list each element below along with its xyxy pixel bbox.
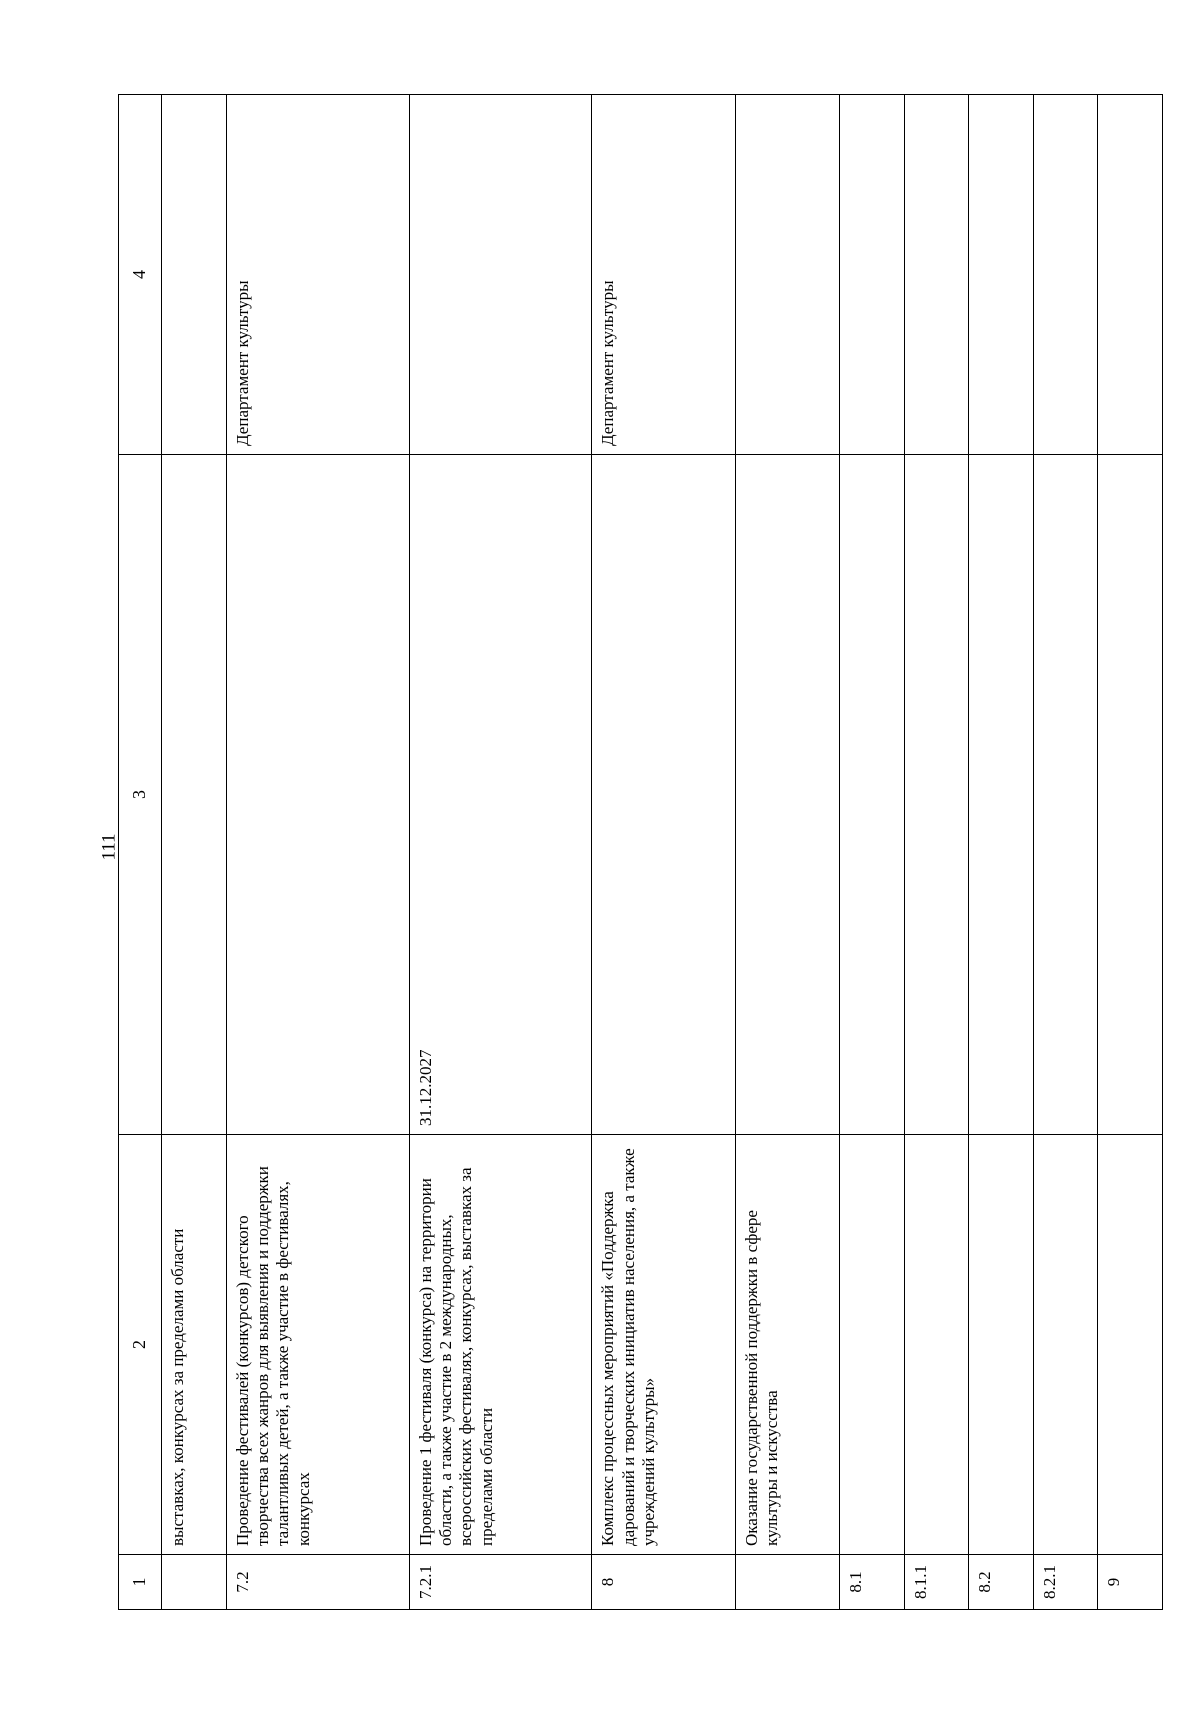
row-text xyxy=(1098,1135,1163,1555)
table-row xyxy=(226,95,409,1610)
measures-table xyxy=(118,94,1163,1610)
table-row xyxy=(735,95,839,1610)
row-number: 8.2.1 xyxy=(1033,1555,1098,1610)
row-department xyxy=(162,95,227,455)
page-number: 111 xyxy=(98,833,120,861)
row-department: Департамент культуры xyxy=(226,95,409,455)
row-text xyxy=(1033,1135,1098,1555)
table-row xyxy=(1098,95,1163,1610)
row-number: 8.1.1 xyxy=(904,1555,969,1610)
row-text xyxy=(969,1135,1034,1555)
header-cell: 2 xyxy=(119,1135,162,1555)
row-text: выставках, конкурсах за пределами области xyxy=(162,1135,227,1555)
table-row xyxy=(162,95,227,1610)
row-number: 7.2 xyxy=(226,1555,409,1610)
row-department xyxy=(1098,95,1163,455)
table-frame xyxy=(118,95,1163,1610)
header-cell: 1 xyxy=(119,1555,162,1610)
row-number: 8 xyxy=(592,1555,735,1610)
row-number: 8.1 xyxy=(839,1555,904,1610)
row-number xyxy=(735,1555,839,1610)
row-number: 9 xyxy=(1098,1555,1163,1610)
row-date xyxy=(904,455,969,1135)
header-cell: 4 xyxy=(119,95,162,455)
row-text: Оказание государственной поддержки в сфере культуры и искусства xyxy=(735,1135,839,1555)
header-cell: 3 xyxy=(119,455,162,1135)
row-date xyxy=(735,455,839,1135)
table-row xyxy=(409,95,592,1610)
row-date xyxy=(226,455,409,1135)
row-department xyxy=(839,95,904,455)
row-date xyxy=(1033,455,1098,1135)
row-number: 8.2 xyxy=(969,1555,1034,1610)
row-number xyxy=(162,1555,227,1610)
row-date xyxy=(969,455,1034,1135)
row-number: 7.2.1 xyxy=(409,1555,592,1610)
row-department xyxy=(1033,95,1098,455)
row-department: Департамент культуры xyxy=(592,95,735,455)
row-date: 31.12.2027 xyxy=(409,455,592,1135)
row-department xyxy=(409,95,592,455)
row-text xyxy=(839,1135,904,1555)
row-date xyxy=(839,455,904,1135)
header-row xyxy=(119,95,162,1610)
row-text: Проведение 1 фестиваля (конкурса) на территории области, а также участие в 2 международных, всероссийских фестивалях, конкурсах, выставках за пределами области xyxy=(409,1135,592,1555)
row-text xyxy=(904,1135,969,1555)
table-row xyxy=(839,95,904,1610)
row-date xyxy=(592,455,735,1135)
table-row xyxy=(1033,95,1098,1610)
table-row xyxy=(969,95,1034,1610)
table-row xyxy=(904,95,969,1610)
row-text: Проведение фестивалей (конкурсов) детского творчества всех жанров для выявления и поддержки талантливых детей, а также участие в фестивалях, конкурсах xyxy=(226,1135,409,1555)
row-department xyxy=(904,95,969,455)
row-department xyxy=(969,95,1034,455)
row-date xyxy=(1098,455,1163,1135)
row-date xyxy=(162,455,227,1135)
rotated-table xyxy=(118,95,1163,1610)
table-row xyxy=(592,95,735,1610)
row-department xyxy=(735,95,839,455)
row-text: Комплекс процессных мероприятий «Поддержка дарований и творческих инициатив населения, а также учреждений культуры» xyxy=(592,1135,735,1555)
